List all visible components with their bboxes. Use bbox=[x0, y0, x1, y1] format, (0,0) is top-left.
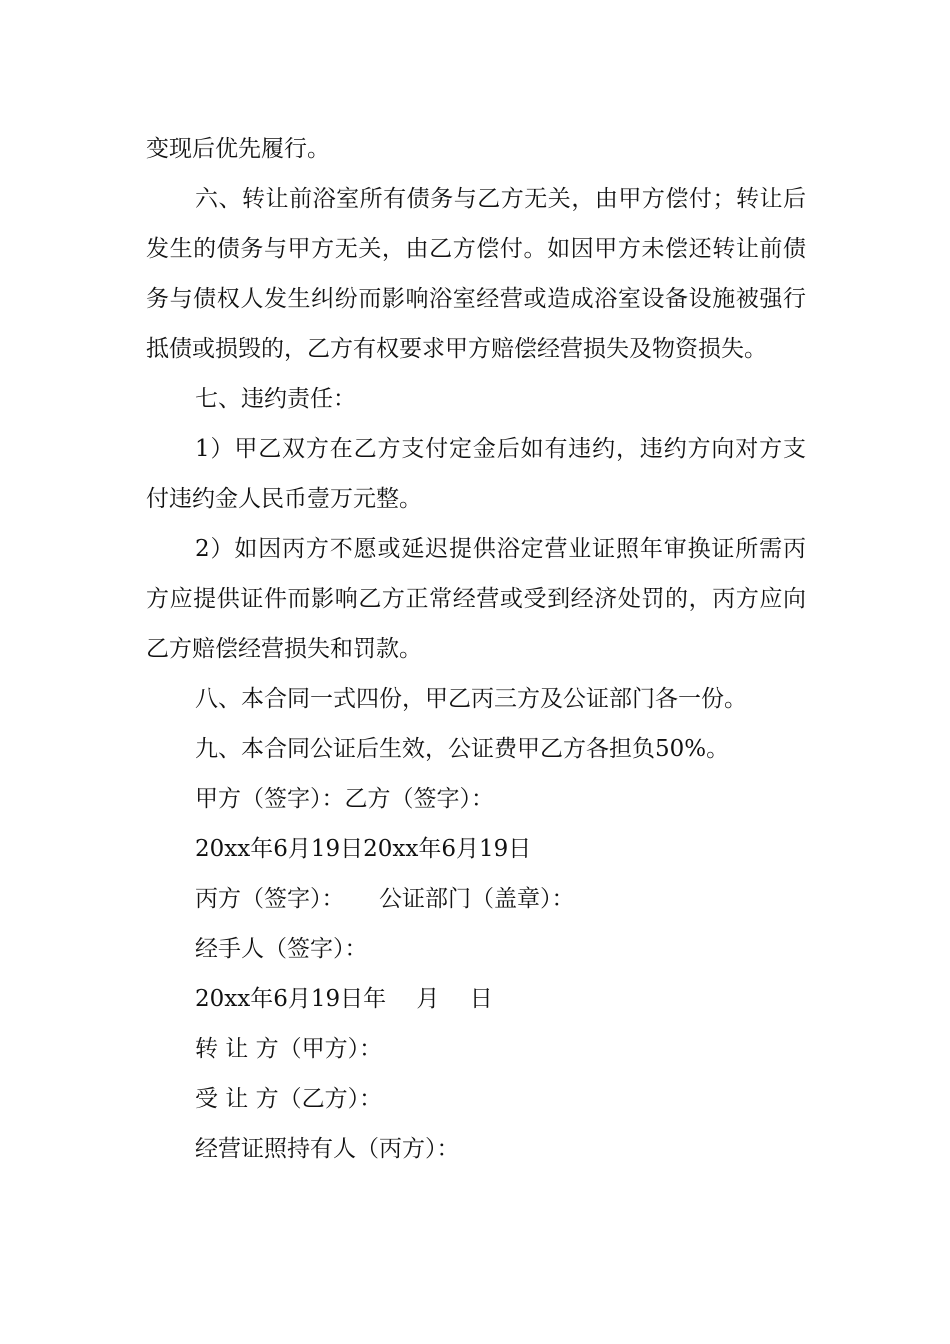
clause-6-debts: 六、转让前浴室所有债务与乙方无关，由甲方偿付；转让后发生的债务与甲方无关，由乙方偿付。如因甲方未偿还转让前债务与债权人发生纠纷而影响浴室经营或造成浴室设备设施被强行抵债或损毁的，乙方有权要求甲方赔偿经营损失及物资损失。 bbox=[146, 186, 806, 362]
signature-party-c-notary: 丙方（签字）： 公证部门（盖章）： bbox=[195, 886, 575, 912]
signature-date-c-notary: 20xx年6月19日年 月 日 bbox=[195, 986, 493, 1012]
clause-7-heading: 七、违约责任： bbox=[195, 386, 356, 412]
clause-7-item-2: 2）如因丙方不愿或延迟提供浴定营业证照年审换证所需丙方应提供证件而影响乙方正常经营或受到经济处罚的，丙方应向乙方赔偿经营损失和罚款。 bbox=[146, 536, 806, 662]
signature-date-a-b: 20xx年6月19日20xx年6月19日 bbox=[195, 836, 532, 862]
clause-7-item-1: 1）甲乙双方在乙方支付定金后如有违约，违约方向对方支付违约金人民币壹万元整。 bbox=[146, 436, 806, 512]
signature-party-a-b: 甲方（签字）：乙方（签字）： bbox=[195, 786, 494, 812]
clause-9-notarization: 九、本合同公证后生效，公证费甲乙方各担负50%。 bbox=[195, 736, 730, 762]
clause-8-copies: 八、本合同一式四份，甲乙丙三方及公证部门各一份。 bbox=[195, 686, 747, 712]
signature-handler: 经手人（签字）： bbox=[195, 936, 368, 962]
paragraph-continuation: 变现后优先履行。 bbox=[146, 136, 330, 162]
signature-transferor: 转 让 方（甲方）： bbox=[195, 1036, 383, 1062]
signature-transferee: 受 让 方（乙方）： bbox=[195, 1086, 383, 1112]
document-page bbox=[146, 124, 806, 1174]
signature-license-holder: 经营证照持有人（丙方）： bbox=[195, 1136, 460, 1162]
